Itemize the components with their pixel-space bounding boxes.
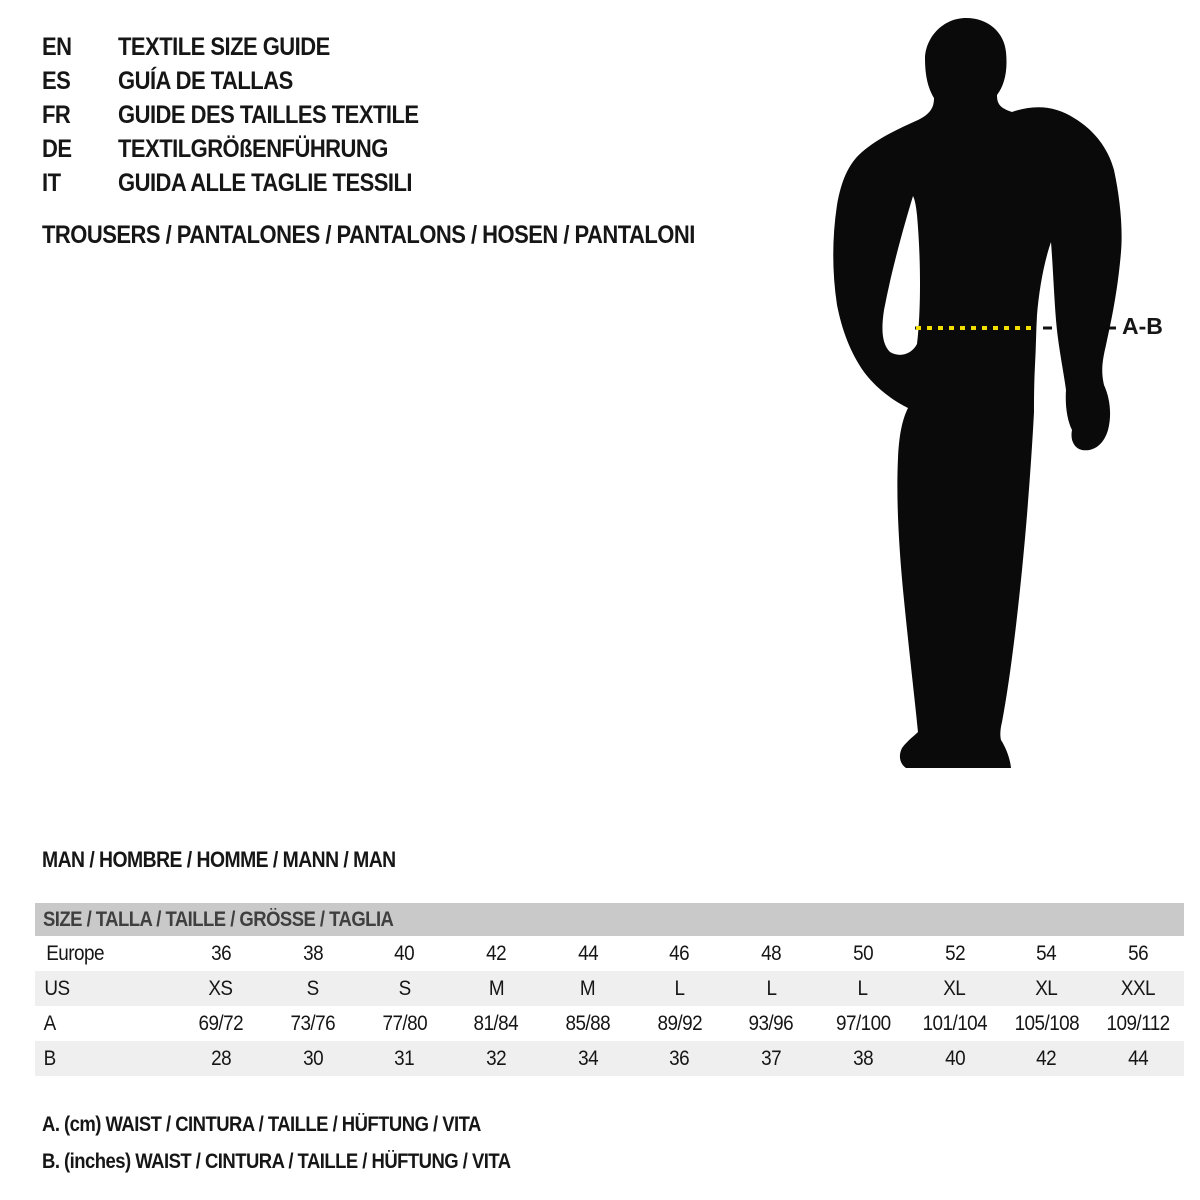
man-silhouette-path bbox=[833, 18, 1121, 768]
table-cell-text: 52 bbox=[944, 941, 965, 965]
table-cell bbox=[725, 1047, 817, 1071]
table-cell bbox=[1001, 1047, 1093, 1071]
table-cell-text: 48 bbox=[761, 941, 782, 965]
table-cell-text: 36 bbox=[210, 941, 231, 965]
language-title-list bbox=[42, 30, 460, 200]
language-row bbox=[42, 30, 460, 64]
table-cell bbox=[450, 977, 542, 1001]
table-cell-text: 38 bbox=[302, 941, 323, 965]
table-cell-text: 36 bbox=[669, 1046, 690, 1070]
table-cell-text: L bbox=[858, 976, 868, 1000]
table-cell bbox=[1092, 977, 1184, 1001]
table-cell bbox=[267, 1012, 359, 1036]
table-cell bbox=[267, 977, 359, 1001]
table-cell-text: L bbox=[766, 976, 777, 1000]
table-cell bbox=[1001, 977, 1093, 1001]
table-cell bbox=[1001, 1012, 1093, 1036]
category-line bbox=[42, 221, 784, 250]
table-cell bbox=[175, 942, 267, 966]
language-row bbox=[42, 132, 460, 166]
table-cell bbox=[817, 942, 909, 966]
table-cell bbox=[450, 1047, 542, 1071]
table-cell bbox=[817, 1047, 909, 1071]
table-cell bbox=[358, 1012, 450, 1036]
table-row bbox=[35, 1006, 1184, 1041]
table-cell-text: 40 bbox=[394, 941, 415, 965]
row-label bbox=[35, 1047, 175, 1071]
table-cell-text: 30 bbox=[302, 1046, 323, 1070]
language-code-text: IT bbox=[42, 168, 61, 197]
footnotes bbox=[42, 1106, 574, 1180]
footnote-text: A. (cm) WAIST / CINTURA / TAILLE / HÜFTUNG / VITA bbox=[42, 1112, 481, 1136]
language-code-text: DE bbox=[42, 134, 72, 163]
size-table bbox=[35, 903, 1184, 1076]
table-cell bbox=[817, 977, 909, 1001]
language-code-text: ES bbox=[42, 66, 71, 95]
table-cell bbox=[450, 942, 542, 966]
table-cell-text: 34 bbox=[577, 1046, 598, 1070]
table-cell bbox=[358, 1047, 450, 1071]
table-cell-text: XS bbox=[208, 976, 233, 1000]
language-title bbox=[118, 135, 425, 164]
table-cell bbox=[358, 977, 450, 1001]
table-cell bbox=[358, 942, 450, 966]
table-row bbox=[35, 1041, 1184, 1076]
language-code bbox=[42, 135, 118, 164]
language-title bbox=[118, 33, 359, 62]
table-cell-text: 38 bbox=[853, 1046, 873, 1070]
table-cell-text: XXL bbox=[1121, 976, 1156, 1000]
table-cell bbox=[909, 1047, 1001, 1071]
table-cell-text: L bbox=[674, 976, 685, 1000]
language-title bbox=[118, 67, 317, 96]
table-cell-text: 44 bbox=[1128, 1046, 1149, 1070]
row-label-text: Europe bbox=[46, 941, 104, 965]
table-cell bbox=[634, 1047, 726, 1071]
table-cell-text: 85/88 bbox=[565, 1011, 611, 1035]
table-cell bbox=[725, 977, 817, 1001]
size-table-rows bbox=[35, 936, 1184, 1076]
table-cell-text: 97/100 bbox=[835, 1011, 891, 1035]
table-cell-text: XL bbox=[943, 976, 966, 1000]
table-cell-text: 50 bbox=[853, 941, 873, 965]
table-cell-text: 93/96 bbox=[748, 1011, 794, 1035]
table-cell bbox=[1001, 942, 1093, 966]
language-code bbox=[42, 67, 118, 96]
table-cell bbox=[1092, 942, 1184, 966]
table-cell bbox=[909, 977, 1001, 1001]
section-heading bbox=[42, 847, 444, 873]
language-title bbox=[118, 169, 452, 198]
table-cell bbox=[267, 1047, 359, 1071]
table-cell bbox=[267, 942, 359, 966]
table-cell-text: M bbox=[488, 976, 504, 1000]
table-cell-text: 81/84 bbox=[473, 1011, 519, 1035]
table-cell bbox=[725, 1012, 817, 1036]
table-cell bbox=[175, 1047, 267, 1071]
language-code bbox=[42, 33, 118, 62]
language-title-text: TEXTILGRÖßENFÜHRUNG bbox=[118, 134, 388, 163]
section-heading-text: MAN / HOMBRE / HOMME / MANN / MAN bbox=[42, 847, 396, 872]
table-cell-text: 42 bbox=[486, 941, 507, 965]
language-code-text: EN bbox=[42, 32, 72, 61]
table-cell-text: 28 bbox=[210, 1046, 231, 1070]
man-silhouette-svg bbox=[820, 0, 1200, 800]
table-cell bbox=[909, 942, 1001, 966]
table-cell bbox=[1092, 1012, 1184, 1036]
language-title-text: GUIDE DES TAILLES TEXTILE bbox=[118, 100, 419, 129]
table-cell bbox=[542, 942, 634, 966]
table-cell bbox=[634, 977, 726, 1001]
table-cell-text: 56 bbox=[1128, 941, 1149, 965]
table-cell-text: 31 bbox=[394, 1046, 415, 1070]
table-cell-text: 101/104 bbox=[922, 1011, 988, 1035]
row-label-text: A bbox=[43, 1011, 56, 1035]
language-code bbox=[42, 169, 118, 198]
footnote bbox=[42, 1106, 574, 1143]
size-table-header-text: SIZE / TALLA / TAILLE / GRÖSSE / TAGLIA bbox=[43, 907, 394, 931]
table-cell-text: 89/92 bbox=[657, 1011, 702, 1035]
table-cell-text: 44 bbox=[577, 941, 598, 965]
language-title-text: GUÍA DE TALLAS bbox=[118, 66, 293, 95]
footnote bbox=[42, 1143, 574, 1180]
man-silhouette bbox=[820, 0, 1200, 800]
table-cell bbox=[725, 942, 817, 966]
table-cell bbox=[1092, 1047, 1184, 1071]
language-title-text: TEXTILE SIZE GUIDE bbox=[118, 32, 330, 61]
language-code bbox=[42, 101, 118, 130]
measure-label: A-B bbox=[1122, 313, 1163, 339]
language-row bbox=[42, 166, 460, 200]
size-table-header bbox=[35, 903, 1184, 936]
table-cell bbox=[175, 977, 267, 1001]
row-label-text: US bbox=[44, 976, 70, 1000]
table-cell bbox=[634, 1012, 726, 1036]
language-code-text: FR bbox=[42, 100, 71, 129]
table-cell-text: M bbox=[580, 976, 596, 1000]
table-cell-text: 32 bbox=[486, 1046, 507, 1070]
table-cell bbox=[634, 942, 726, 966]
table-cell-text: 54 bbox=[1036, 941, 1057, 965]
row-label bbox=[35, 1012, 175, 1036]
table-cell-text: 73/76 bbox=[290, 1011, 335, 1035]
table-cell-text: 109/112 bbox=[1106, 1011, 1170, 1035]
table-cell-text: 42 bbox=[1036, 1046, 1057, 1070]
table-cell-text: S bbox=[398, 976, 411, 1000]
table-cell-text: XL bbox=[1035, 976, 1058, 1000]
table-cell bbox=[542, 977, 634, 1001]
table-cell bbox=[175, 1012, 267, 1036]
table-cell bbox=[450, 1012, 542, 1036]
language-title-text: GUIDA ALLE TAGLIE TESSILI bbox=[118, 168, 412, 197]
table-cell bbox=[909, 1012, 1001, 1036]
table-cell-text: 46 bbox=[669, 941, 690, 965]
table-cell-text: 77/80 bbox=[382, 1011, 427, 1035]
table-cell bbox=[817, 1012, 909, 1036]
row-label bbox=[35, 977, 175, 1001]
table-cell-text: 40 bbox=[944, 1046, 965, 1070]
footnote-text: B. (inches) WAIST / CINTURA / TAILLE / HÜFTUNG / VITA bbox=[42, 1149, 511, 1173]
table-cell-text: 105/108 bbox=[1014, 1011, 1079, 1035]
table-cell bbox=[542, 1012, 634, 1036]
table-cell-text: 69/72 bbox=[198, 1011, 244, 1035]
category-text: TROUSERS / PANTALONES / PANTALONS / HOSEN / PANTALONI bbox=[42, 221, 695, 249]
table-row bbox=[35, 936, 1184, 971]
table-cell-text: S bbox=[306, 976, 319, 1000]
row-label bbox=[35, 942, 175, 966]
language-row bbox=[42, 98, 460, 132]
row-label-text: B bbox=[43, 1046, 56, 1070]
table-cell bbox=[542, 1047, 634, 1071]
language-title bbox=[118, 101, 460, 130]
language-row bbox=[42, 64, 460, 98]
table-row bbox=[35, 971, 1184, 1006]
table-cell-text: 37 bbox=[761, 1046, 782, 1070]
